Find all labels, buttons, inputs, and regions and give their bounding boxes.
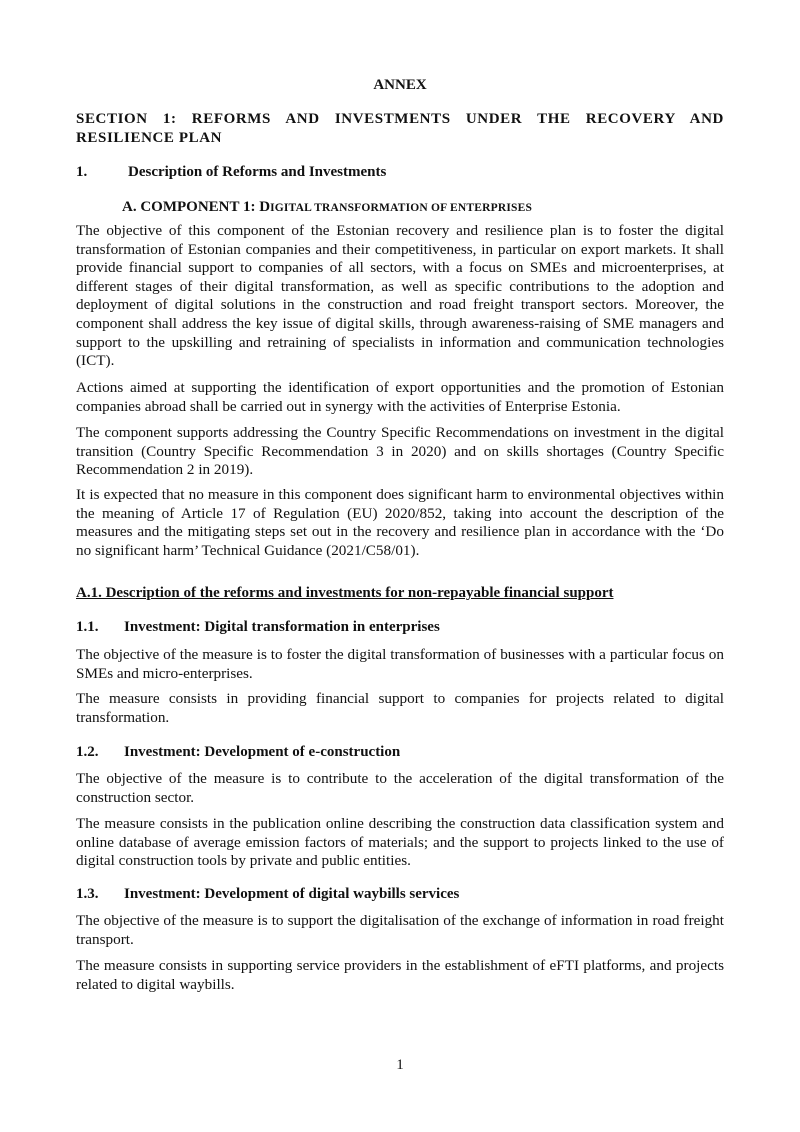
investment-3-paragraph-1: The objective of the measure is to support the digitalisation of the exchange of information in road freight transport.: [76, 912, 724, 948]
investment-1-paragraph-1: The objective of the measure is to foster the digital transformation of businesses with a particular focus on SMEs and micro-enterprises.: [76, 646, 724, 682]
heading-text: Description of Reforms and Investments: [128, 164, 387, 180]
paragraph-dnsh: It is expected that no measure in this component does significant harm to environmental objectives within the meaning of Article 17 of Regulation (EU) 2020/852, taking into account the description of the measures and the mitigating steps set out in the recovery and resilience plan in accordance with the ‘Do no significant harm’ Technical Guidance (2021/C58/01).: [76, 486, 724, 559]
investment-3-heading: [76, 886, 459, 903]
annex-heading: ANNEX: [373, 77, 427, 93]
component-prefix: A. COMPONENT 1: D: [122, 199, 271, 215]
investment-1-paragraph-2: The measure consists in providing financial support to companies for projects related to digital transformation.: [76, 690, 724, 726]
subsection-a1-heading: A.1. Description of the reforms and investments for non-repayable financial support: [76, 585, 614, 601]
component-heading: [122, 199, 532, 216]
paragraph-csr: The component supports addressing the Country Specific Recommendations on investment in the digital transition (Country Specific Recommendation 3 in 2020) and on skills shortages (Country Specific Recommendation 2 in 2019).: [76, 424, 724, 479]
section-title: SECTION 1: REFORMS AND INVESTMENTS UNDER THE RECOVERY AND RESILIENCE PLAN: [76, 111, 724, 146]
investment-2-paragraph-1: The objective of the measure is to contribute to the acceleration of the digital transformation of the construction sector.: [76, 770, 724, 806]
heading-number: 1.: [76, 164, 88, 180]
investment-1-heading: [76, 619, 440, 636]
heading-description: [76, 164, 386, 181]
investment-1-number: 1.1.: [76, 619, 99, 635]
investment-1-title: Investment: Digital transformation in enterprises: [124, 619, 440, 635]
investment-2-paragraph-2: The measure consists in the publication online describing the construction data classification system and online database of average emission factors of materials; and the support to projects linked to the use of digital construction tools by private and public entities.: [76, 815, 724, 870]
investment-2-heading: [76, 744, 400, 761]
investment-3-title: Investment: Development of digital waybills services: [124, 886, 460, 902]
paragraph-objective: The objective of this component of the Estonian recovery and resilience plan is to foster the digital transformation of Estonian companies and their competitiveness, in particular on export markets. It shall provide financial support to companies of all sectors, with a focus on SMEs and microenterprises, at different stages of their digital transformation, as well as specific contributions to the adoption and deployment of digital solutions in the construction and road freight transport sectors. Moreover, the component shall address the key issue of digital skills, through awareness-raising of SME managers and support to the upskilling and retraining of specialists in information and communication technologies (ICT).: [76, 222, 724, 370]
component-rest: IGITAL TRANSFORMATION OF ENTERPRISES: [270, 202, 533, 214]
investment-3-paragraph-2: The measure consists in supporting service providers in the establishment of eFTI platforms, and projects related to digital waybills.: [76, 957, 724, 993]
investment-3-number: 1.3.: [76, 886, 99, 902]
page-number: 1: [396, 1057, 404, 1073]
investment-2-title: Investment: Development of e-construction: [124, 744, 401, 760]
investment-2-number: 1.2.: [76, 744, 99, 760]
paragraph-actions: Actions aimed at supporting the identification of export opportunities and the promotion of Estonian companies abroad shall be carried out in synergy with the activities of Enterprise Estonia.: [76, 379, 724, 415]
